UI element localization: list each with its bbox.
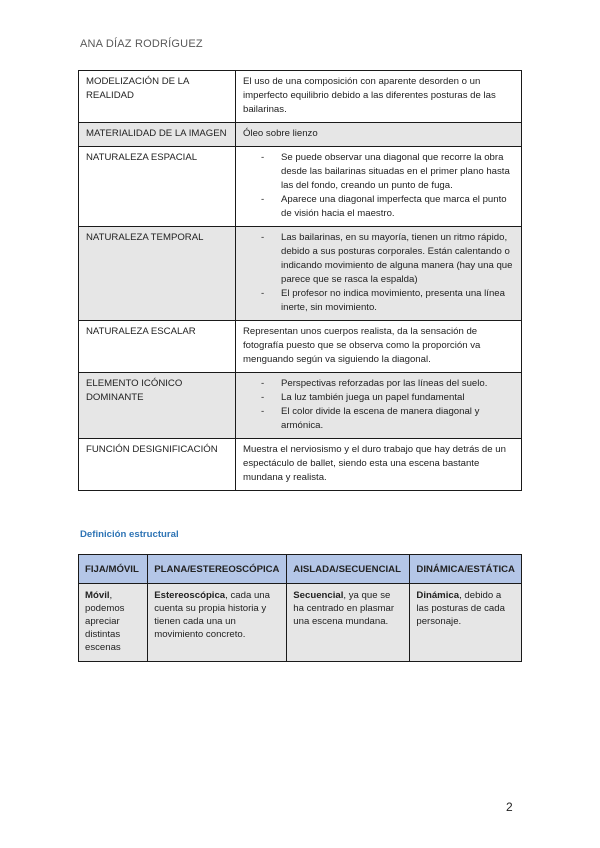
analysis-row-modelizacion xyxy=(79,71,522,123)
row-text: Óleo sobre lienzo xyxy=(236,123,522,147)
page-number: 2 xyxy=(506,800,513,814)
row-label: NATURALEZA ESPACIAL xyxy=(79,147,236,227)
analysis-row-iconico xyxy=(79,373,522,439)
row-bullets xyxy=(236,147,522,227)
header-cell: AISLADA/SECUENCIAL xyxy=(287,555,410,584)
body-cell: Estereoscópica, cada una cuenta su propia historia y tienen cada una un movimiento concreto. xyxy=(148,584,287,662)
structural-header-row xyxy=(79,555,522,584)
analysis-row-espacial xyxy=(79,147,522,227)
analysis-row-materialidad xyxy=(79,123,522,147)
row-text: Muestra el nerviosismo y el duro trabajo que hay detrás de un espectáculo de ballet, siendo esta una escena bastante mundana y realista. xyxy=(236,439,522,491)
bullet-item: - Se puede observar una diagonal que recorre la obra desde las bailarinas situadas en el primer plano hasta las del fondo, creando un punto de fuga. xyxy=(281,151,515,193)
row-label: FUNCIÓN DESIGNIFICACIÓN xyxy=(79,439,236,491)
row-label: ELEMENTO ICÓNICO DOMINANTE xyxy=(79,373,236,439)
analysis-row-escalar xyxy=(79,321,522,373)
header-cell: FIJA/MÓVIL xyxy=(79,555,148,584)
row-text: Representan unos cuerpos realista, da la sensación de fotografía puesto que se observa como la proporción va menguando según va siguiendo la diagonal. xyxy=(236,321,522,373)
bullet-item: - Las bailarinas, en su mayoría, tienen un ritmo rápido, debido a sus posturas corporales. Están calentando o indicando movimiento de alguna manera (hay una que parece que se rasca la espalda) xyxy=(281,231,515,287)
row-bullets xyxy=(236,373,522,439)
bullet-item: - La luz también juega un papel fundamental xyxy=(281,391,515,405)
bullet-item: - Aparece una diagonal imperfecta que marca el punto de visión hacia el maestro. xyxy=(281,193,515,221)
row-label: MATERIALIDAD DE LA IMAGEN xyxy=(79,123,236,147)
body-cell: Móvil, podemos apreciar distintas escenas xyxy=(79,584,148,662)
structural-body-row xyxy=(79,584,522,662)
row-label: NATURALEZA ESCALAR xyxy=(79,321,236,373)
row-label: MODELIZACIÓN DE LA REALIDAD xyxy=(79,71,236,123)
bullet-item: - El color divide la escena de manera diagonal y armónica. xyxy=(281,405,515,433)
row-label: NATURALEZA TEMPORAL xyxy=(79,227,236,321)
structural-table xyxy=(78,554,522,662)
bullet-item: - Perspectivas reforzadas por las líneas del suelo. xyxy=(281,377,515,391)
section-title-structural: Definición estructural xyxy=(80,529,179,540)
body-cell: Secuencial, ya que se ha centrado en plasmar una escena mundana. xyxy=(287,584,410,662)
row-bullets xyxy=(236,227,522,321)
bullet-item: - El profesor no indica movimiento, presenta una línea inerte, sin movimiento. xyxy=(281,287,515,315)
body-cell: Dinámica, debido a las posturas de cada personaje. xyxy=(410,584,522,662)
header-cell: DINÁMICA/ESTÁTICA xyxy=(410,555,522,584)
analysis-row-funcion xyxy=(79,439,522,491)
header-cell: PLANA/ESTEREOSCÓPICA xyxy=(148,555,287,584)
row-text: El uso de una composición con aparente desorden o un imperfecto equilibrio debido a las diferentes posturas de las bailarinas. xyxy=(236,71,522,123)
analysis-row-temporal xyxy=(79,227,522,321)
document-header-author: ANA DÍAZ RODRÍGUEZ xyxy=(80,38,203,50)
analysis-table xyxy=(78,70,522,491)
